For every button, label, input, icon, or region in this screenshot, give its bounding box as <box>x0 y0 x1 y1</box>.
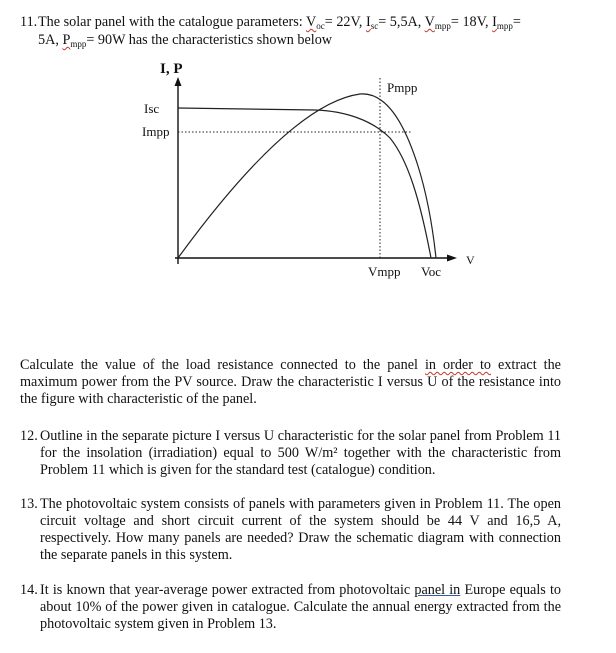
pmpp-label: Pmpp <box>387 80 418 95</box>
iv-characteristic-figure <box>0 0 616 300</box>
problem-12-number: 12. <box>20 428 38 444</box>
problem-13-number: 13. <box>20 496 38 512</box>
x-axis-arrow <box>447 255 457 262</box>
pv-curve <box>178 94 436 258</box>
isc-label: Isc <box>144 101 160 116</box>
problem-14-text: It is known that year-average power extracted from photovoltaic panel in Europe equals to about 10% of the power given in catalogue. Calculate the annual energy extracted from the photovoltaic system given in Problem 13. <box>40 582 562 632</box>
isc-symbol: $I_{sc}$ <box>366 14 379 31</box>
problem-11-line-1: The solar panel with the catalogue parameters: $V_{oc}= 22V$, $I_{sc}= 5,5A$, $V_{mpp}= 18V$, $I_{mpp}=$ <box>38 14 521 31</box>
impp-symbol: $I_{mpp}$ <box>492 14 513 31</box>
iv-curve <box>178 108 431 258</box>
x-axis-label: V <box>466 253 475 267</box>
y-axis-label: I, P <box>160 61 183 77</box>
impp-label: Impp <box>142 124 170 139</box>
problem-13-text: The photovoltaic system consists of panels with parameters given in Problem 11. The open circuit voltage and short circuit current of the system should be 44 V and 16,5 A, respectively. How many panels are needed? Draw the schematic diagram with connection the separate panels in this system. <box>40 496 561 563</box>
y-axis-arrow <box>175 77 182 86</box>
problem-12-text: Outline in the separate picture I versus U characteristic for the solar panel from Problem 11 for the insolation (irradiation) equal to 500 W/m² together with the characteristic from Problem 11 which is given for the standard test (catalogue) condition. <box>40 428 561 478</box>
grammar-flag: in order to <box>424 357 492 373</box>
vmpp-symbol: $V_{mpp}$ <box>424 14 451 31</box>
problem-14-number: 14. <box>20 582 38 598</box>
voc-symbol: $V_{oc}$ <box>306 14 325 31</box>
problem-11-line-2: 5A, $P_{mpp}= 90W$ has the characteristics shown below <box>38 32 333 49</box>
problem-11-number: 11. <box>20 14 38 30</box>
spelling-flag: panel in <box>414 582 461 598</box>
vmpp-label: Vmpp <box>368 264 401 279</box>
pmpp-symbol: $P_{mpp}$ <box>62 32 87 49</box>
voc-label: Voc <box>421 264 441 279</box>
problem-11-question: Calculate the value of the load resistance connected to the panel in order to extract the maximum power from the PV source. Draw the characteristic I versus U of the resistance into the figure with characteristic of the panel. <box>20 357 561 407</box>
